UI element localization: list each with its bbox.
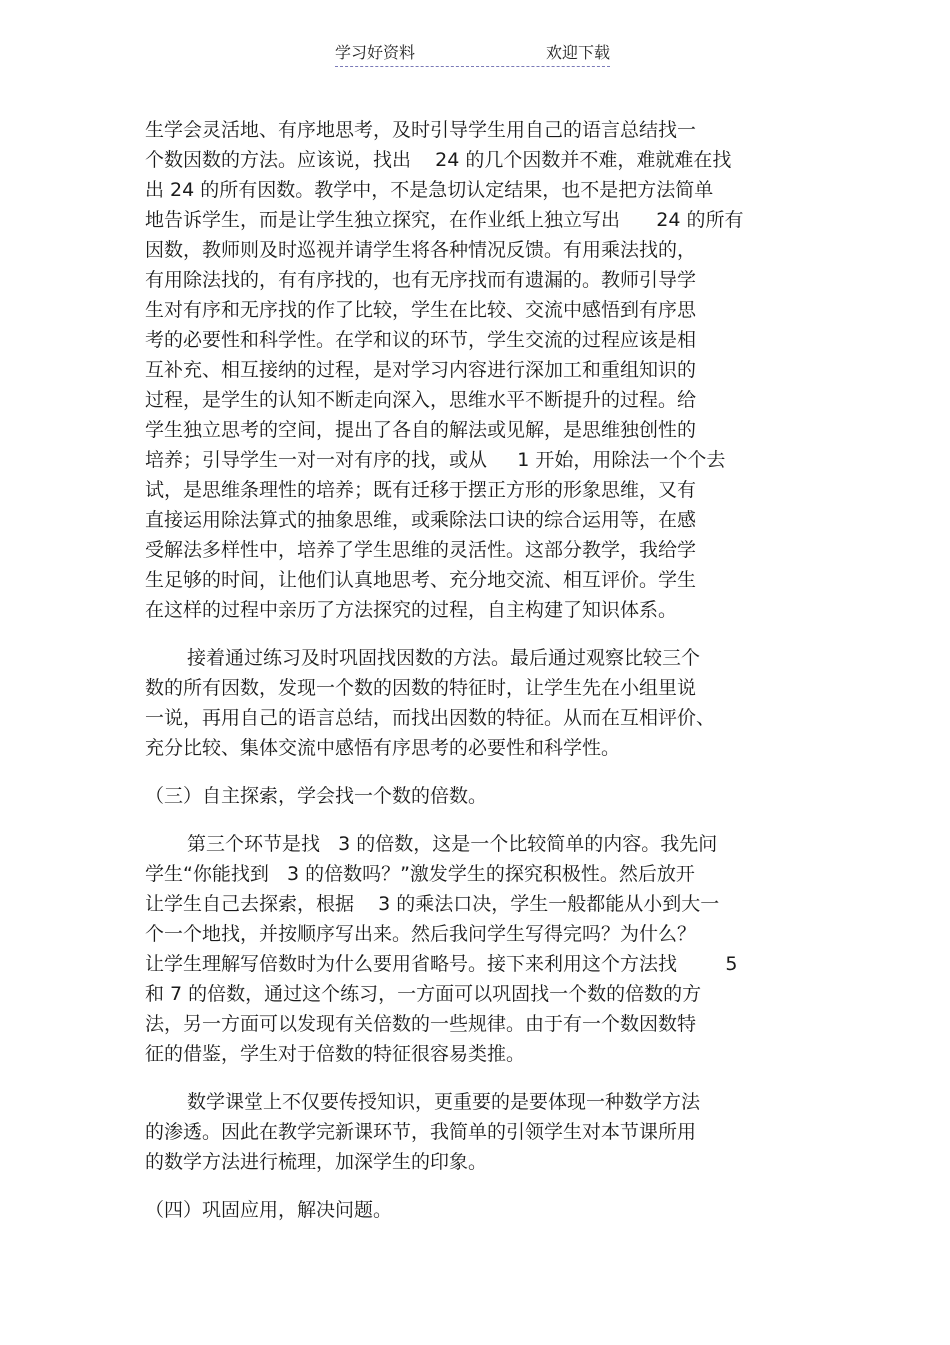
text-line: 一说，再用自己的语言总结，而找出因数的特征。从而在互相评价、 <box>145 707 716 729</box>
text-line: 生对有序和无序找的作了比较，学生在比较、交流中感悟到有序思 <box>145 299 697 321</box>
text-line: 因数，教师则及时巡视并请学生将各种情况反馈。有用乘法找的， <box>145 239 697 261</box>
text-line: 数的所有因数，发现一个数的因数的特征时，让学生先在小组里说 <box>145 677 697 699</box>
text-line: 和 7 的倍数，通过这个练习，一方面可以巩固找一个数的倍数的方 <box>145 983 702 1005</box>
paragraph <box>145 1087 825 1177</box>
text-line: 数学课堂上不仅要传授知识，更重要的是要体现一种数学方法 <box>187 1091 701 1113</box>
text-line: 培养；引导学生一对一对有序的找，或从 1 开始，用除法一个个去 <box>145 449 726 471</box>
text-line: 第三个环节是找 3 的倍数，这是一个比较简单的内容。我先问 <box>187 833 718 855</box>
text-line: 生足够的时间，让他们认真地思考、充分地交流、相互评价。学生 <box>145 569 697 591</box>
text-line: 充分比较、集体交流中感悟有序思考的必要性和科学性。 <box>145 737 621 759</box>
text-line: 个数因数的方法。应该说，找出 24 的几个因数并不难，难就难在找 <box>145 149 732 171</box>
paragraph <box>145 115 825 625</box>
text-line: 让学生理解写倍数时为什么要用省略号。接下来利用这个方法找 5 <box>145 953 738 975</box>
text-line: （三）自主探索，学会找一个数的倍数。 <box>145 785 488 807</box>
text-line: 生学会灵活地、有序地思考，及时引导学生用自己的语言总结找一 <box>145 119 697 141</box>
text-line: 有用除法找的，有有序找的，也有无序找而有遗漏的。教师引导学 <box>145 269 697 291</box>
paragraph-gap <box>145 811 825 829</box>
paragraph-gap <box>145 625 825 643</box>
page-header <box>335 40 610 67</box>
text-line: 接着通过练习及时巩固找因数的方法。最后通过观察比较三个 <box>187 647 701 669</box>
paragraph-gap <box>145 1177 825 1195</box>
text-line: 地告诉学生，而是让学生独立探究，在作业纸上独立写出 24 的所有 <box>145 209 744 231</box>
text-line: 的数学方法进行梳理，加深学生的印象。 <box>145 1151 488 1173</box>
paragraph-gap <box>145 1069 825 1087</box>
paragraph <box>145 781 825 811</box>
text-line: 受解法多样性中，培养了学生思维的灵活性。这部分教学，我给学 <box>145 539 697 561</box>
header-right-text: 欢迎下载 <box>545 43 610 62</box>
text-line: 考的必要性和科学性。在学和议的环节，学生交流的过程应该是相 <box>145 329 697 351</box>
text-line: 在这样的过程中亲历了方法探究的过程，自主构建了知识体系。 <box>145 599 678 621</box>
paragraph <box>145 829 825 1069</box>
text-line: 直接运用除法算式的抽象思维，或乘除法口诀的综合运用等，在感 <box>145 509 697 531</box>
text-line: 学生“你能找到 3 的倍数吗？”激发学生的探究积极性。然后放开 <box>145 863 695 885</box>
text-line: 让学生自己去探索，根据 3 的乘法口决，学生一般都能从小到大一 <box>145 893 720 915</box>
text-line: （四）巩固应用，解决问题。 <box>145 1199 393 1221</box>
text-line: 学生独立思考的空间，提出了各自的解法或见解，是思维独创性的 <box>145 419 697 441</box>
text-line: 出 24 的所有因数。教学中，不是急切认定结果，也不是把方法简单 <box>145 179 714 201</box>
text-line: 的渗透。因此在教学完新课环节，我简单的引领学生对本节课所用 <box>145 1121 697 1143</box>
header-left-text: 学习好资料 <box>335 43 416 62</box>
paragraph <box>145 1195 825 1225</box>
text-line: 互补充、相互接纳的过程，是对学习内容进行深加工和重组知识的 <box>145 359 697 381</box>
text-line: 个一个地找，并按顺序写出来。然后我问学生写得完吗？为什么？ <box>145 923 697 945</box>
paragraph-gap <box>145 763 825 781</box>
paragraph <box>145 643 825 763</box>
document-body <box>145 115 825 1225</box>
text-line: 法，另一方面可以发现有关倍数的一些规律。由于有一个数因数特 <box>145 1013 697 1035</box>
text-line: 征的借鉴，学生对于倍数的特征很容易类推。 <box>145 1043 526 1065</box>
text-line: 过程，是学生的认知不断走向深入，思维水平不断提升的过程。给 <box>145 389 697 411</box>
text-line: 试，是思维条理性的培养；既有迁移于摆正方形的形象思维，又有 <box>145 479 697 501</box>
